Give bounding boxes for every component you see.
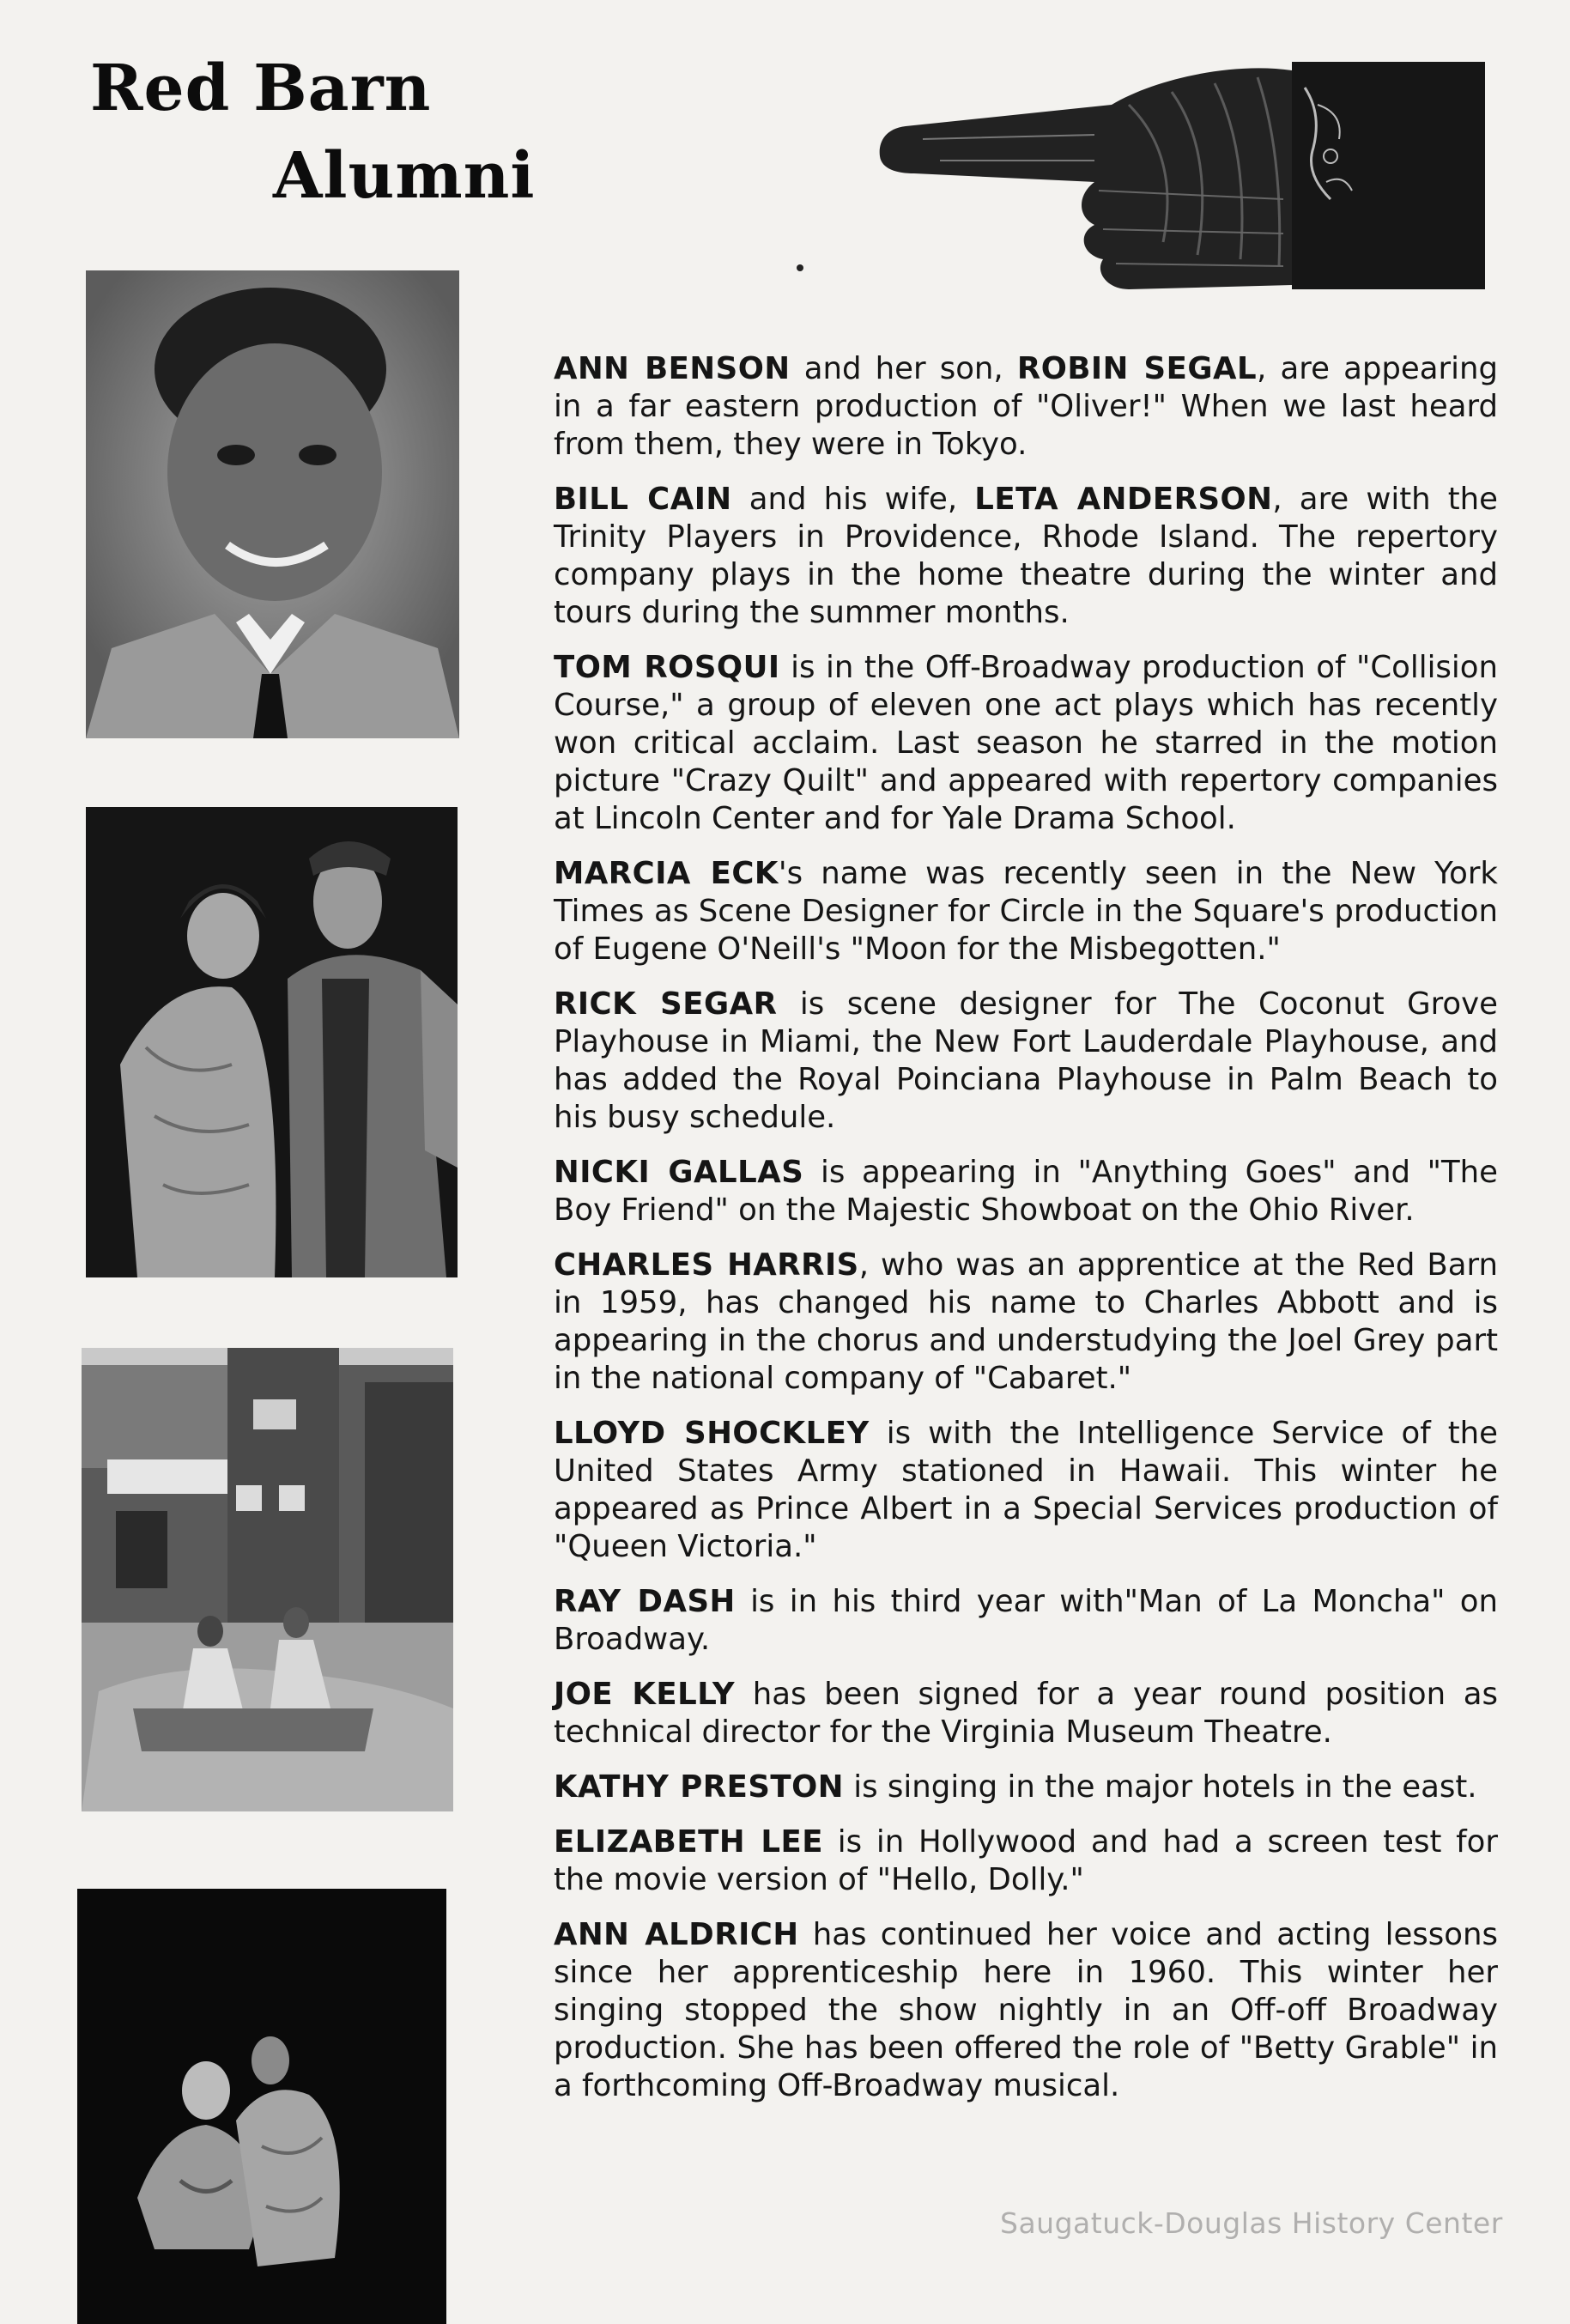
alumni-entry: NICKI GALLAS is appearing in "Anything Goes" and "The Boy Friend" on the Majestic Showboat on the Ohio River. [554, 1155, 1499, 1228]
alumni-name: RICK SEGAR [554, 986, 778, 1022]
pointing-hand-icon [871, 53, 1489, 294]
alumni-name: ANN BENSON [554, 351, 791, 386]
alumni-entry: ANN BENSON and her son, ROBIN SEGAL, are appearing in a far eastern production of "Oliver!" When we last heard from them, they were in Tokyo. [554, 351, 1498, 462]
page-title-line1: Red Barn [90, 52, 432, 125]
couple-stage-scene-photo [86, 807, 458, 1277]
alumni-name: LLOYD SHOCKLEY [554, 1416, 870, 1451]
alumni-entry: RAY DASH is in his third year with"Man of La Moncha" on Broadway. [554, 1584, 1499, 1657]
alumni-name: BILL CAIN [554, 482, 732, 517]
alumni-name: ELIZABETH LEE [554, 1824, 823, 1860]
alumni-entry: ANN ALDRICH has continued her voice and acting lessons since her apprenticeship here in 1960. This winter her singing stopped the show nightly in an Off-off Broadway production. She has been offered the role of "Betty Grable" in a forthcoming Off-Broadway musical. [554, 1917, 1498, 2103]
alumni-entry: KATHY PRESTON is singing in the major hotels in the east. [554, 1769, 1477, 1805]
alumni-name: TOM ROSQUI [554, 650, 780, 685]
page-title-line2: Alumni [273, 139, 536, 213]
boy-portrait-photo [86, 270, 459, 738]
alumni-entry: JOE KELLY has been signed for a year round position as technical director for the Virginia Museum Theatre. [554, 1677, 1498, 1750]
alumni-entry: TOM ROSQUI is in the Off-Broadway production of "Collision Course," a group of eleven one act plays which has recently won critical acclaim. Last season he starred in the motion picture "Crazy Quilt" and appeared with repertory companies at Lincoln Center and for Yale Drama School. [554, 650, 1499, 836]
alumni-name: JOE KELLY [554, 1677, 736, 1712]
alumni-entry: CHARLES HARRIS, who was an apprentice at the Red Barn in 1959, has changed his name to Charles Abbott and is appearing in the chorus and understudying the Joel Grey part in the national company of "Cabaret." [554, 1247, 1498, 1396]
dark-stage-scene-photo [77, 1889, 446, 2324]
print-speck [797, 264, 803, 271]
alumni-entry: LLOYD SHOCKLEY is with the Intelligence Service of the United States Army stationed in Hawaii. This winter he appeared as Prince Albert in a Special Services production of "Queen Victoria." [554, 1416, 1498, 1564]
alumni-name: ROBIN SEGAL [1016, 351, 1258, 386]
alumni-entry: ELIZABETH LEE is in Hollywood and had a screen test for the movie version of "Hello, Dolly." [554, 1824, 1498, 1897]
alumni-name: KATHY PRESTON [554, 1769, 844, 1805]
alumni-entry: MARCIA ECK's name was recently seen in the New York Times as Scene Designer for Circle in the Square's production of Eugene O'Neill's "Moon for the Misbegotten." [554, 856, 1498, 967]
alumni-name: LETA ANDERSON [974, 482, 1273, 517]
watermark: Saugatuck-Douglas History Center [1000, 2206, 1503, 2240]
alumni-name: RAY DASH [554, 1584, 736, 1619]
alumni-entry: BILL CAIN and his wife, LETA ANDERSON, are with the Trinity Players in Providence, Rhode Island. The repertory company plays in the home theatre during the winter and tours during the summer months. [554, 482, 1499, 630]
alumni-name: CHARLES HARRIS [554, 1247, 859, 1283]
alumni-name: MARCIA ECK [554, 856, 779, 891]
alumni-news-column [554, 350, 1498, 2122]
barn-silo-scene-photo [82, 1348, 453, 1811]
alumni-name: ANN ALDRICH [554, 1917, 799, 1952]
alumni-name: NICKI GALLAS [554, 1155, 804, 1190]
alumni-entry: RICK SEGAR is scene designer for The Coconut Grove Playhouse in Miami, the New Fort Lauderdale Playhouse, and has added the Royal Poinciana Playhouse in Palm Beach to his busy schedule. [554, 986, 1498, 1135]
